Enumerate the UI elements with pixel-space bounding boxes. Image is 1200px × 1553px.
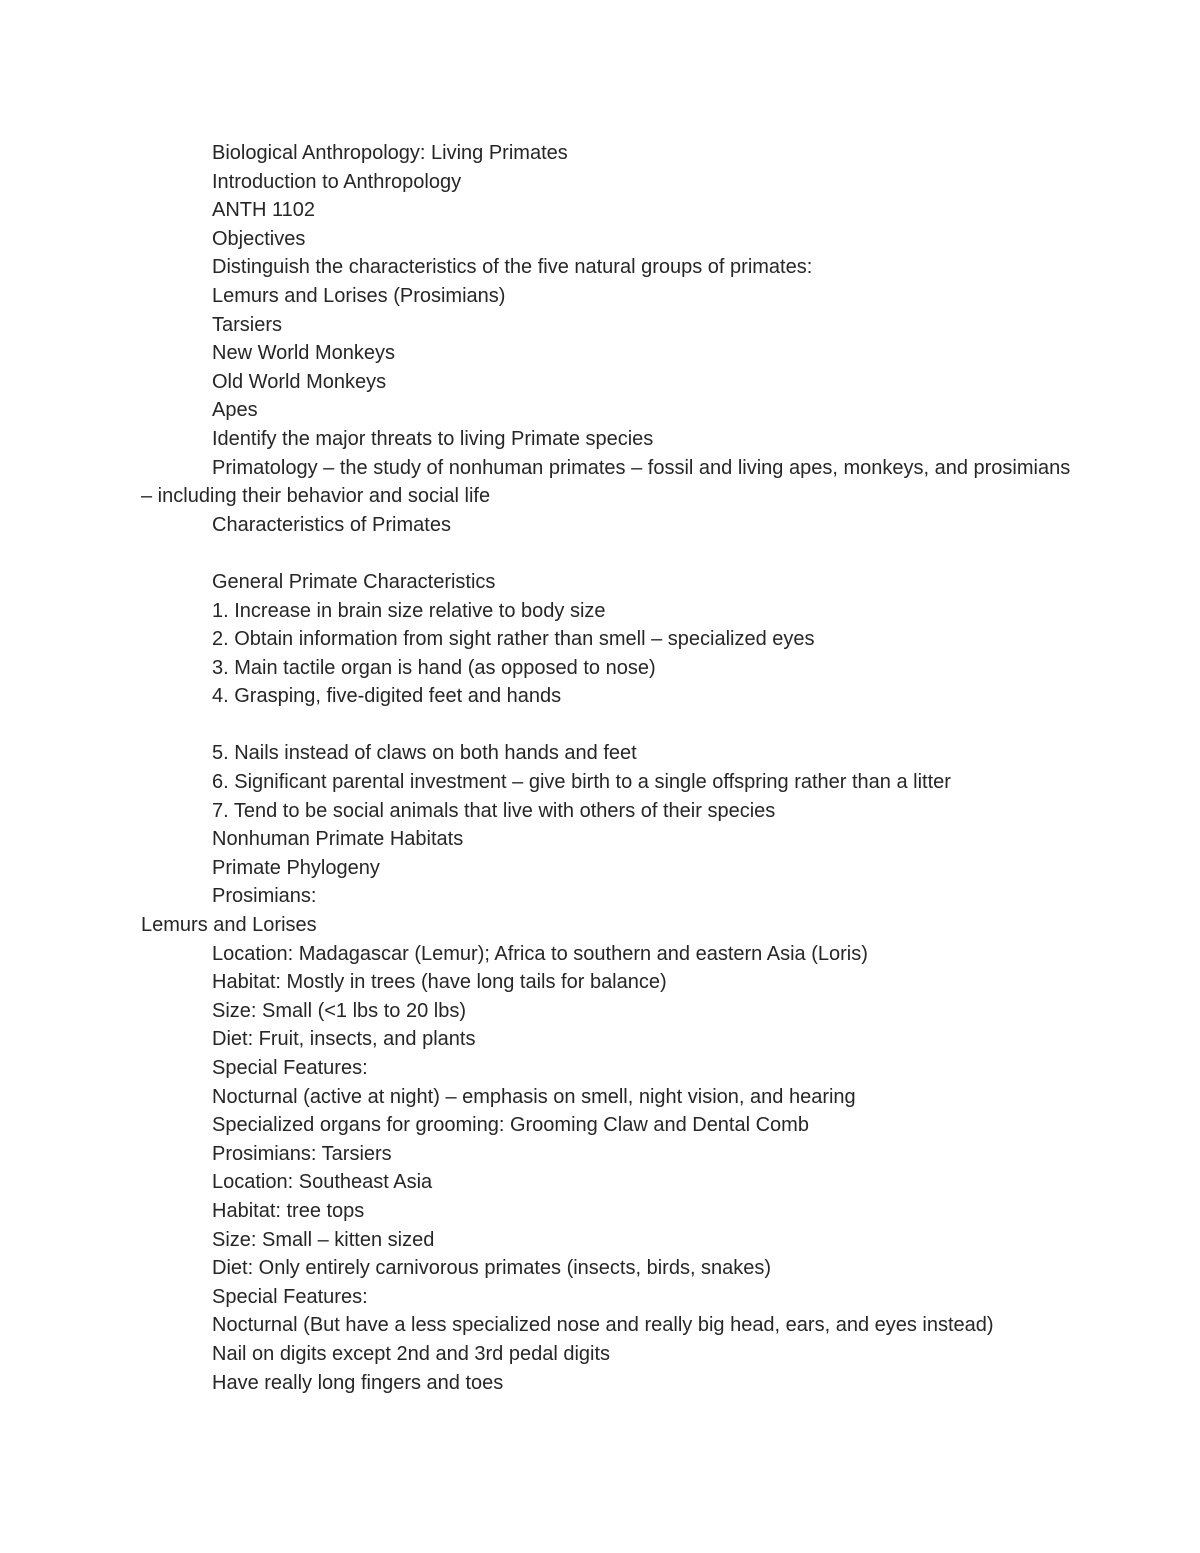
- text-line: Habitat: tree tops: [212, 1199, 365, 1222]
- text-line: Nail on digits except 2nd and 3rd pedal digits: [212, 1342, 611, 1365]
- text-line: Location: Madagascar (Lemur); Africa to southern and eastern Asia (Loris): [212, 942, 868, 965]
- text-line: Prosimians: Tarsiers: [212, 1142, 392, 1165]
- text-line: Diet: Only entirely carnivorous primates (insects, birds, snakes): [212, 1257, 772, 1280]
- text-line: Lemurs and Lorises (Prosimians): [212, 284, 506, 307]
- text-line: 4. Grasping, five-digited feet and hands: [212, 685, 562, 708]
- text-line: General Primate Characteristics: [212, 570, 496, 593]
- text-line: Lemurs and Lorises: [141, 914, 317, 937]
- text-line: Special Features:: [212, 1285, 368, 1308]
- text-line: Have really long fingers and toes: [212, 1371, 504, 1394]
- blank-line: [141, 711, 1071, 740]
- text-line: 3. Main tactile organ is hand (as opposed to nose): [212, 656, 656, 679]
- text-line: Diet: Fruit, insects, and plants: [212, 1028, 476, 1051]
- text-line: Apes: [212, 399, 258, 422]
- text-line: 5. Nails instead of claws on both hands and feet: [212, 742, 637, 765]
- blank-line: [141, 539, 1071, 568]
- text-line: Primatology – the study of nonhuman primates – fossil and living apes, monkeys, and prosimians – including their behavior and social life: [141, 456, 1076, 508]
- text-line: 7. Tend to be social animals that live with others of their species: [212, 799, 776, 822]
- text-line: 2. Obtain information from sight rather than smell – specialized eyes: [212, 628, 815, 651]
- document-body: [141, 139, 1076, 1397]
- text-line: Characteristics of Primates: [212, 513, 451, 536]
- text-line: Distinguish the characteristics of the five natural groups of primates:: [212, 256, 813, 279]
- text-line: Nocturnal (But have a less specialized nose and really big head, ears, and eyes instead): [212, 1314, 994, 1337]
- text-line: Biological Anthropology: Living Primates: [212, 142, 568, 164]
- text-line: Location: Southeast Asia: [212, 1171, 433, 1194]
- text-line: Prosimians:: [212, 885, 317, 908]
- text-line: Tarsiers: [212, 313, 283, 336]
- text-line: Introduction to Anthropology: [212, 170, 462, 193]
- text-line: Old World Monkeys: [212, 370, 387, 393]
- text-line: Objectives: [212, 227, 306, 250]
- text-line: Nocturnal (active at night) – emphasis on smell, night vision, and hearing: [212, 1085, 856, 1108]
- text-line: Identify the major threats to living Primate species: [212, 427, 654, 450]
- text-line: Primate Phylogeny: [212, 856, 380, 879]
- text-line: Size: Small – kitten sized: [212, 1228, 435, 1251]
- text-line: 1. Increase in brain size relative to body size: [212, 599, 606, 622]
- text-line: Specialized organs for grooming: Grooming Claw and Dental Comb: [212, 1114, 809, 1137]
- text-line: Size: Small (<1 lbs to 20 lbs): [212, 999, 466, 1022]
- text-line: Nonhuman Primate Habitats: [212, 828, 464, 851]
- text-line: ANTH 1102: [212, 199, 316, 222]
- text-line: New World Monkeys: [212, 342, 396, 365]
- text-line: Habitat: Mostly in trees (have long tails for balance): [212, 971, 667, 994]
- text-line: Special Features:: [212, 1057, 368, 1079]
- text-line: 6. Significant parental investment – give birth to a single offspring rather than a litter: [212, 771, 951, 794]
